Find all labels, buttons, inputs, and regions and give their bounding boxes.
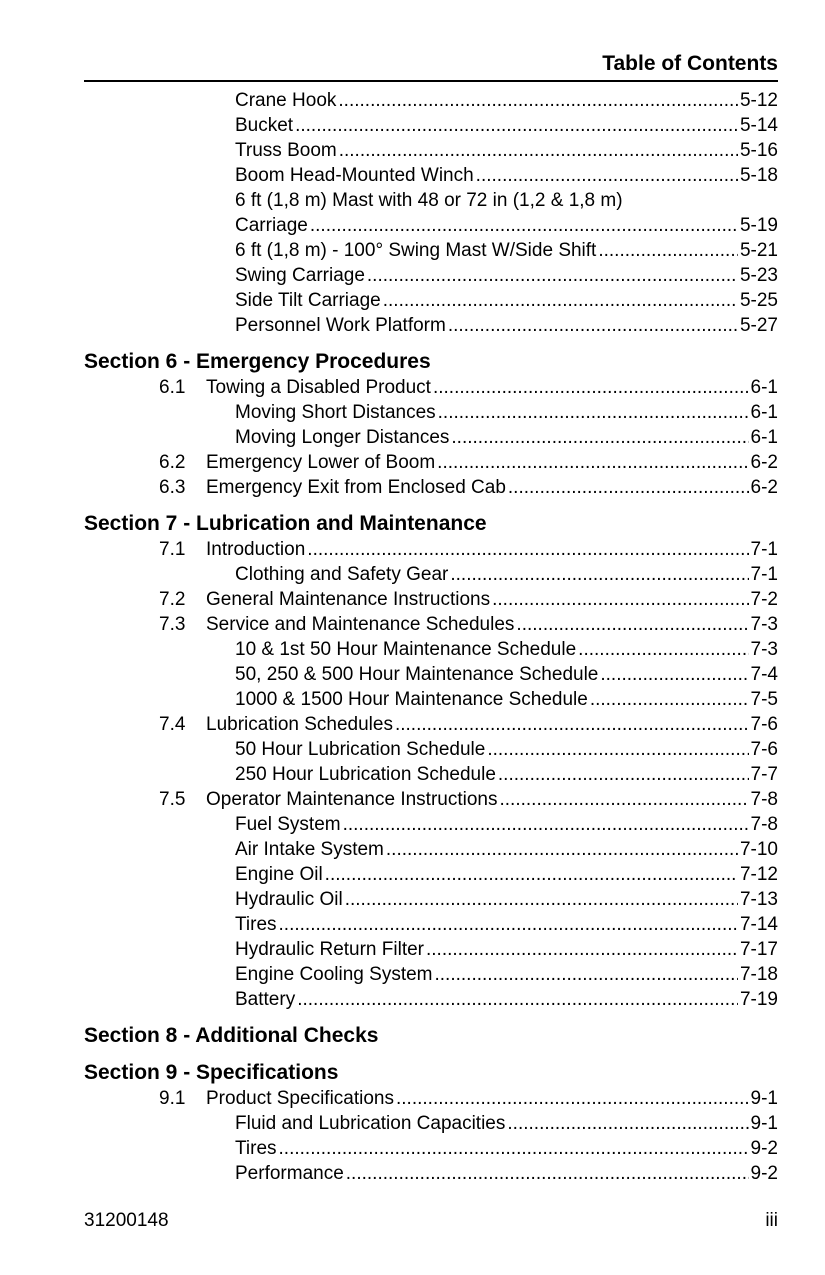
header-rule	[84, 80, 778, 82]
toc-entry-side-tilt-carriage[interactable]: Side Tilt Carriage ..... 5-25	[84, 288, 778, 313]
toc-entry-moving-short-distances[interactable]: Moving Short Distances ..... 6-1	[84, 400, 778, 425]
toc-entry-7-1[interactable]: 7.1 Introduction ..... 7-1	[84, 537, 778, 562]
toc-entry-hydraulic-oil[interactable]: Hydraulic Oil ..... 7-13	[84, 887, 778, 912]
toc-entry-moving-longer-distances[interactable]: Moving Longer Distances ..... 6-1	[84, 425, 778, 450]
toc-entry-9-1[interactable]: 9.1 Product Specifications ..... 9-1	[84, 1086, 778, 1111]
section-heading-6[interactable]: Section 6 - Emergency Procedures	[84, 350, 431, 373]
toc-entry-bucket[interactable]: Bucket ..... 5-14	[84, 113, 778, 138]
toc-entry-crane-hook[interactable]: Crane Hook ..... 5-12	[84, 88, 778, 113]
toc-entry-swing-mast[interactable]: 6 ft (1,8 m) - 100° Swing Mast W/Side Shift ..... 5-21	[84, 238, 778, 263]
toc-entry-250-hour-lubrication[interactable]: 250 Hour Lubrication Schedule ..... 7-7	[84, 762, 778, 787]
toc-entry-7-3[interactable]: 7.3 Service and Maintenance Schedules ..... 7-3	[84, 612, 778, 637]
section-heading-8[interactable]: Section 8 - Additional Checks	[84, 1024, 379, 1047]
toc-entry-air-intake-system[interactable]: Air Intake System ..... 7-10	[84, 837, 778, 862]
toc-entry-fluid-lubrication-capacities[interactable]: Fluid and Lubrication Capacities ..... 9-1	[84, 1111, 778, 1136]
toc-entry-6-1[interactable]: 6.1 Towing a Disabled Product ..... 6-1	[84, 375, 778, 400]
toc-entry-6-2[interactable]: 6.2 Emergency Lower of Boom ..... 6-2	[84, 450, 778, 475]
toc-entry-truss-boom[interactable]: Truss Boom ..... 5-16	[84, 138, 778, 163]
toc-entry-50-250-500-hour-schedule[interactable]: 50, 250 & 500 Hour Maintenance Schedule ..... 7-4	[84, 662, 778, 687]
toc-entry-7-5[interactable]: 7.5 Operator Maintenance Instructions ..... 7-8	[84, 787, 778, 812]
toc-entry-performance[interactable]: Performance ..... 9-2	[84, 1161, 778, 1186]
toc-entry-50-hour-lubrication[interactable]: 50 Hour Lubrication Schedule ..... 7-6	[84, 737, 778, 762]
footer-doc-number: 31200148	[84, 1210, 169, 1231]
footer-page-number: iii	[765, 1210, 778, 1231]
toc-entry-7-4[interactable]: 7.4 Lubrication Schedules ..... 7-6	[84, 712, 778, 737]
table-of-contents	[84, 88, 778, 1186]
toc-entry-engine-oil[interactable]: Engine Oil ..... 7-12	[84, 862, 778, 887]
toc-entry-mast-line1: 6 ft (1,8 m) Mast with 48 or 72 in (1,2 & 1,8 m)	[235, 190, 623, 211]
toc-entry-swing-carriage[interactable]: Swing Carriage ..... 5-23	[84, 263, 778, 288]
toc-entry-clothing-safety-gear[interactable]: Clothing and Safety Gear ..... 7-1	[84, 562, 778, 587]
toc-entry-10-50-hour-schedule[interactable]: 10 & 1st 50 Hour Maintenance Schedule ..... 7-3	[84, 637, 778, 662]
toc-entry-fuel-system[interactable]: Fuel System ..... 7-8	[84, 812, 778, 837]
toc-entry-hydraulic-return-filter[interactable]: Hydraulic Return Filter ..... 7-17	[84, 937, 778, 962]
toc-entry-6-3[interactable]: 6.3 Emergency Exit from Enclosed Cab ..... 6-2	[84, 475, 778, 500]
toc-entry-engine-cooling-system[interactable]: Engine Cooling System ..... 7-18	[84, 962, 778, 987]
toc-entry-personnel-work-platform[interactable]: Personnel Work Platform ..... 5-27	[84, 313, 778, 338]
section-heading-9[interactable]: Section 9 - Specifications	[84, 1061, 339, 1084]
toc-entry-boom-head-mounted-winch[interactable]: Boom Head-Mounted Winch ..... 5-18	[84, 163, 778, 188]
page-header-title: Table of Contents	[602, 52, 778, 75]
toc-entry-1000-1500-hour-schedule[interactable]: 1000 & 1500 Hour Maintenance Schedule ..... 7-5	[84, 687, 778, 712]
section-heading-7[interactable]: Section 7 - Lubrication and Maintenance	[84, 512, 487, 535]
toc-entry-battery[interactable]: Battery ..... 7-19	[84, 987, 778, 1012]
toc-entry-tires-7[interactable]: Tires ..... 7-14	[84, 912, 778, 937]
toc-entry-carriage[interactable]: Carriage ..... 5-19	[84, 213, 778, 238]
toc-entry-7-2[interactable]: 7.2 General Maintenance Instructions ..... 7-2	[84, 587, 778, 612]
toc-entry-tires-9[interactable]: Tires ..... 9-2	[84, 1136, 778, 1161]
